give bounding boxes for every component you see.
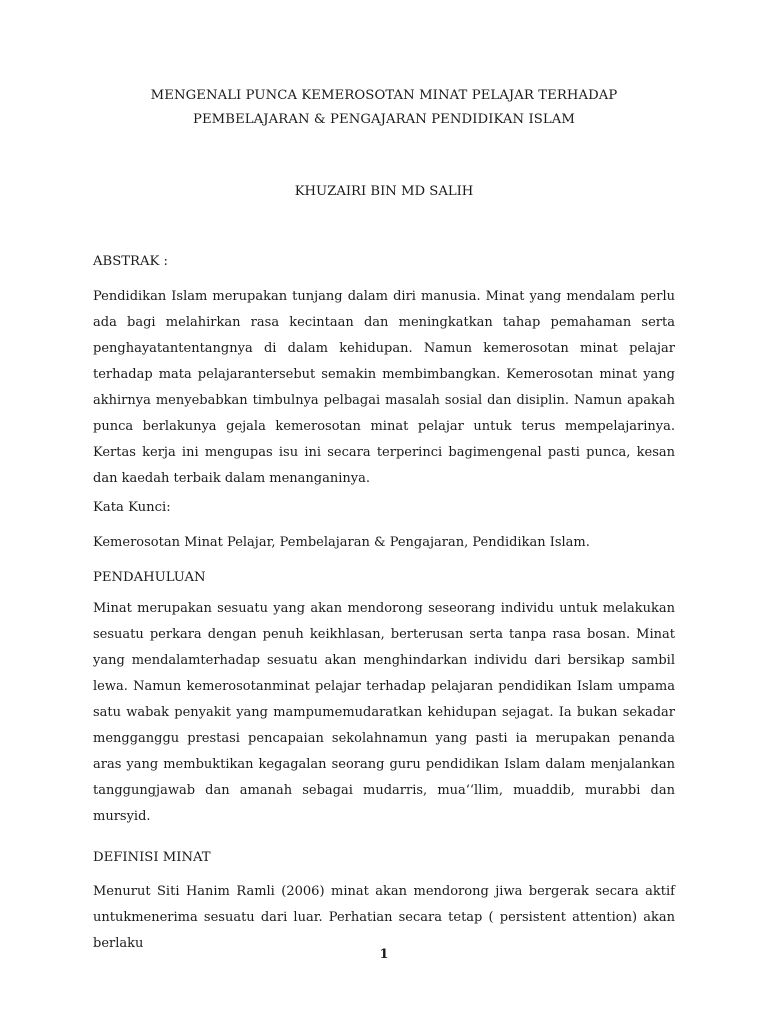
title-line-2: PEMBELAJARAN & PENGAJARAN PENDIDIKAN ISLAM xyxy=(192,112,576,127)
abstract-heading: ABSTRAK : xyxy=(93,254,168,269)
intro-heading: PENDAHULUAN xyxy=(93,570,206,585)
title-line-1: MENGENALI PUNCA KEMEROSOTAN MINAT PELAJAR TERHADAP xyxy=(150,88,618,103)
author-name: KHUZAIRI BIN MD SALIH xyxy=(294,184,474,199)
definition-text: Menurut Siti Hanim Ramli (2006) minat akan mendorong jiwa bergerak secara aktif untukmenerima sesuatu dari luar. Perhatian secara tetap ( persistent attention) akan berlaku xyxy=(93,884,675,951)
intro-text: Minat merupakan sesuatu yang akan mendorong seseorang individu untuk melakukan sesuatu perkara dengan penuh keikhlasan, berterusan serta tanpa rasa bosan. Minat yang mendalamterhadap sesuatu akan menghindarkan individu dari bersikap sambil lewa. Namun kemerosotanminat pelajar terhadap pelajaran pendidikan Islam umpama satu wabak penyakit yang mampumemudaratkan kehidupan sejagat. Ia bukan sekadar mengganggu prestasi pencapaian sekolahnamun yang pasti ia merupakan penanda aras yang membuktikan kegagalan seorang guru pendidikan Islam dalam menjalankan tanggungjawab dan amanah sebagai mudarris, mua‘‘llim, muaddib, murabbi dan mursyid. xyxy=(93,601,675,824)
document-page xyxy=(93,84,675,951)
page-number: 1 xyxy=(379,947,389,962)
keywords-heading: Kata Kunci: xyxy=(93,500,171,515)
keywords-text: Kemerosotan Minat Pelajar, Pembelajaran & Pengajaran, Pendidikan Islam. xyxy=(93,535,590,550)
definition-heading: DEFINISI MINAT xyxy=(93,850,211,865)
abstract-text: Pendidikan Islam merupakan tunjang dalam diri manusia. Minat yang mendalam perlu ada bagi melahirkan rasa kecintaan dan meningkatkan tahap pemahaman serta penghayatantentangnya di dalam kehidupan. Namun kemerosotan minat pelajar terhadap mata pelajarantersebut semakin membimbangkan. Kemerosotan minat yang akhirnya menyebabkan timbulnya pelbagai masalah sosial dan disiplin. Namun apakah punca berlakunya gejala kemerosotan minat pelajar untuk terus mempelajarinya. Kertas kerja ini mengupas isu ini secara terperinci bagimengenal pasti punca, kesan dan kaedah terbaik dalam menanganinya. xyxy=(93,289,675,486)
